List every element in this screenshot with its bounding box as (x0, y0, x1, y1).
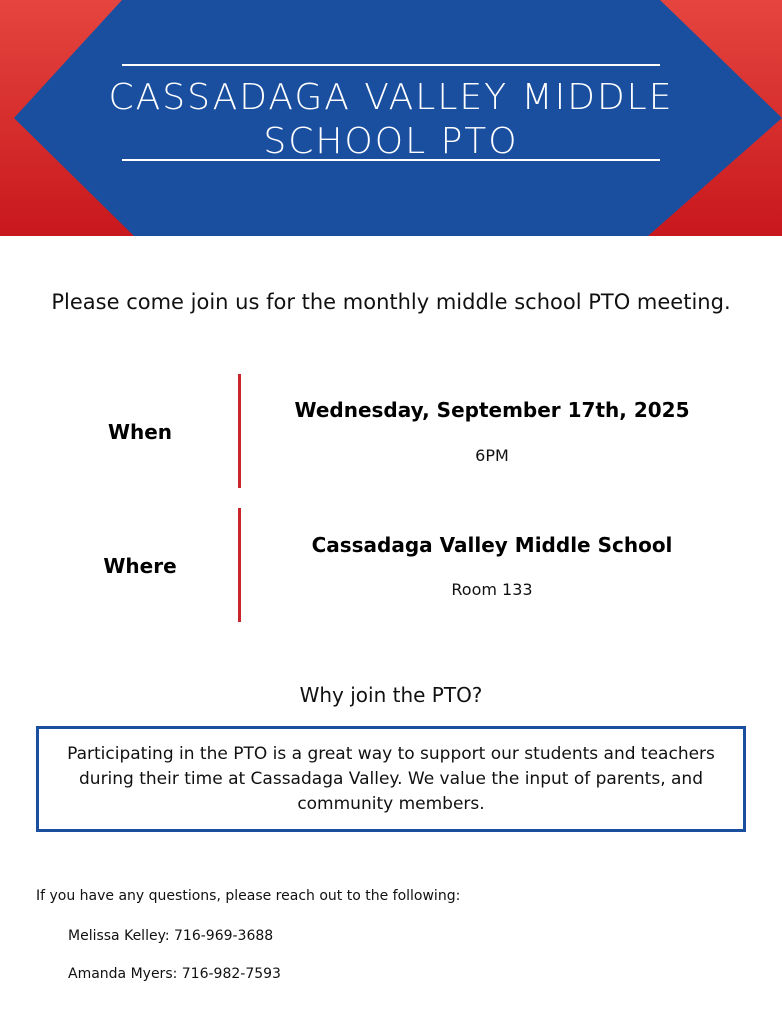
when-time: 6PM (475, 446, 509, 465)
intro-text: Please come join us for the monthly middle school PTO meeting. (51, 290, 731, 314)
when-label: When (107, 420, 173, 444)
why-box (36, 726, 746, 832)
header-banner (0, 0, 782, 236)
where-place: Cassadaga Valley Middle School (311, 533, 673, 557)
title-line-2: SCHOOL PTO (263, 121, 519, 162)
why-heading: Why join the PTO? (299, 683, 483, 707)
where-room: Room 133 (451, 580, 533, 599)
questions-text: If you have any questions, please reach out to the following: (36, 888, 461, 904)
contact-melissa: Melissa Kelley: 716-969-3688 (68, 928, 274, 944)
where-divider (238, 508, 241, 622)
why-body: Participating in the PTO is a great way to support our students and teachers during their time at Cassadaga Valley. We value the input of parents, and community members. (67, 743, 715, 814)
banner-blue-hexagon (14, 0, 782, 236)
when-date: Wednesday, September 17th, 2025 (294, 398, 690, 422)
where-label: Where (103, 554, 177, 578)
banner-graphic (0, 0, 782, 236)
contact-amanda: Amanda Myers: 716-982-7593 (68, 966, 281, 982)
title-line-1: CASSADAGA VALLEY MIDDLE (108, 77, 674, 118)
when-divider (238, 374, 241, 488)
